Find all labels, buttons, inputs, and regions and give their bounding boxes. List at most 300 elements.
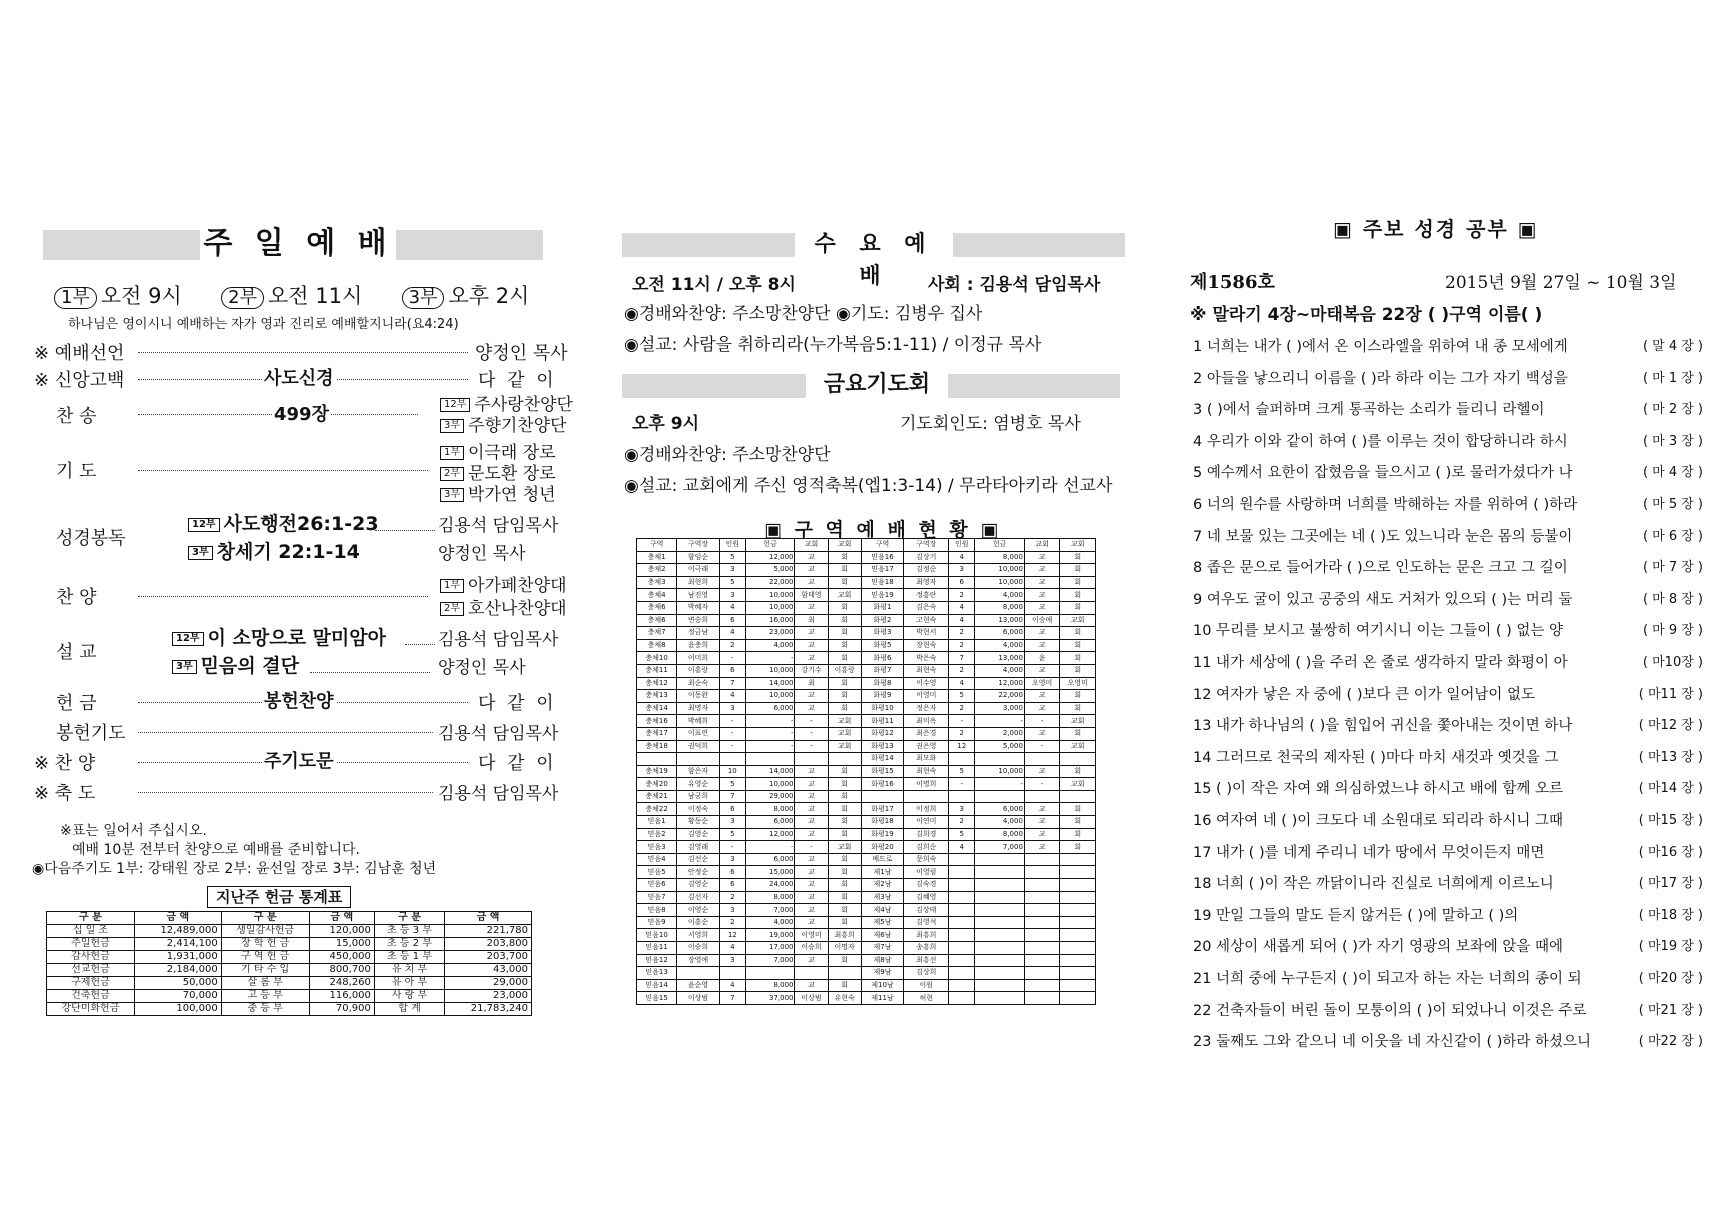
groups-cell: 충체19 — [637, 765, 677, 778]
next-prayer-note: ◉다음주기도 1부: 강태원 장로 2부: 윤선일 장로 3부: 김남훈 청년 — [32, 861, 437, 877]
offering-header: 금 액 — [134, 912, 221, 925]
groups-cell: 정흥란 — [904, 589, 949, 602]
groups-cell — [949, 992, 975, 1005]
groups-cell: 회 — [828, 652, 861, 665]
question-reference: ( 마15 장 ) — [1638, 813, 1703, 828]
offering-cell: 50,000 — [134, 977, 221, 990]
groups-cell: 김상태 — [904, 904, 949, 917]
groups-cell: 6,000 — [975, 803, 1025, 816]
groups-cell: 회 — [828, 891, 861, 904]
groups-cell: 10,000 — [975, 576, 1025, 589]
groups-cell: 회 — [1060, 828, 1096, 841]
groups-cell: 3 — [719, 589, 745, 602]
groups-cell — [975, 853, 1025, 866]
groups-cell — [949, 904, 975, 917]
groups-row — [637, 916, 1096, 929]
order-right — [440, 571, 567, 596]
groups-cell: 4 — [949, 601, 975, 614]
groups-cell: 최순숙 — [677, 677, 720, 690]
groups-cell: 최현숙 — [904, 765, 949, 778]
groups-cell — [795, 753, 828, 766]
groups-cell: 교 — [795, 916, 828, 929]
groups-cell: 교 — [1024, 589, 1059, 602]
sermon-1 — [172, 623, 386, 650]
groups-cell: - — [795, 727, 828, 740]
groups-cell: 오영미 — [1060, 677, 1096, 690]
time-badge: 1부 — [54, 287, 97, 309]
groups-cell: 김숙경 — [904, 879, 949, 892]
sermon-2 — [172, 651, 299, 678]
groups-row — [637, 727, 1096, 740]
groups-cell: 화평13 — [861, 740, 904, 753]
groups-cell: 2 — [949, 702, 975, 715]
groups-cell: 장영애 — [677, 954, 720, 967]
groups-cell: - — [745, 715, 795, 728]
groups-cell — [1060, 853, 1096, 866]
groups-cell: - — [949, 778, 975, 791]
groups-cell: 19,000 — [745, 929, 795, 942]
offering-cell: 살 롬 부 — [221, 977, 309, 990]
bible-range: ※ 말라기 4장~마태복음 22장 ( )구역 이름( ) — [1190, 305, 1543, 325]
wednesday-host: 사회 : 김용석 담임목사 — [928, 275, 1101, 295]
groups-cell: 김상기 — [904, 551, 949, 564]
question-text: 14 그러므로 천국의 제자된 ( )마다 마치 새것과 옛것을 그 — [1193, 749, 1559, 766]
question-text: 3 ( )에서 슬퍼하며 크게 통곡하는 소리가 들리니 라헬이 — [1193, 402, 1545, 419]
groups-cell — [1024, 891, 1059, 904]
groups-cell: - — [975, 778, 1025, 791]
groups-cell — [719, 753, 745, 766]
question-text: 11 내가 세상에 ( )을 주러 온 줄로 생각하지 말라 화평이 아 — [1193, 655, 1568, 671]
groups-cell: 이정숙 — [677, 803, 720, 816]
offering-cell: 구 역 헌 금 — [221, 951, 309, 964]
question-reference: ( 마18 장 ) — [1638, 907, 1703, 923]
groups-cell: 강기수 — [795, 664, 828, 677]
offering-row — [47, 964, 532, 977]
groups-cell: 5,000 — [745, 564, 795, 577]
question-reference: ( 마 9 장 ) — [1642, 623, 1703, 639]
groups-cell: 이상범 — [795, 992, 828, 1005]
wednesday-title: 수 요 예 배 — [795, 229, 953, 293]
groups-cell: 5 — [719, 778, 745, 791]
study-question — [1193, 588, 1703, 609]
groups-cell: 화평15 — [861, 765, 904, 778]
groups-cell: 2 — [949, 816, 975, 829]
groups-cell: 제6남 — [861, 929, 904, 942]
offering-cell: 203,700 — [445, 951, 532, 964]
bible-study-title: ▣ 주보 성경 공부 ▣ — [1333, 217, 1539, 241]
study-question — [1193, 367, 1703, 388]
groups-cell: 교 — [795, 551, 828, 564]
groups-cell: 박혜자 — [677, 601, 720, 614]
groups-row — [637, 778, 1096, 791]
groups-cell: 교 — [1024, 639, 1059, 652]
groups-cell: 제5남 — [861, 916, 904, 929]
groups-cell: 회 — [1060, 627, 1096, 640]
offering-cell: 120,000 — [309, 925, 374, 938]
groups-cell: 교 — [795, 828, 828, 841]
dot-leader — [405, 644, 435, 645]
offering-title: 지난주 헌금 통계표 — [207, 886, 351, 908]
groups-cell: 10,000 — [745, 690, 795, 703]
groups-cell: - — [745, 652, 795, 665]
groups-cell: 회 — [828, 778, 861, 791]
groups-cell: 이흥랑 — [828, 664, 861, 677]
study-question — [1193, 398, 1703, 419]
groups-cell: 10,000 — [975, 765, 1025, 778]
groups-cell: 믿음1 — [637, 816, 677, 829]
groups-cell: 회 — [828, 916, 861, 929]
study-question — [1193, 746, 1703, 767]
study-question — [1193, 967, 1703, 988]
study-question — [1193, 556, 1703, 577]
groups-cell: 6 — [719, 803, 745, 816]
groups-cell: 화평10 — [861, 702, 904, 715]
order-label: 찬 양 — [56, 587, 97, 608]
groups-cell: 믿음19 — [861, 589, 904, 602]
question-text: 16 여자여 네 ( )이 크도다 네 소원대로 되리라 하시니 그때 — [1193, 813, 1564, 829]
offering-header: 구 분 — [47, 912, 135, 925]
groups-cell — [637, 753, 677, 766]
groups-cell: - — [745, 727, 795, 740]
groups-cell: 이수영 — [904, 677, 949, 690]
question-text: 5 예수께서 요한이 잡혔음을 들으시고 ( )로 물러가셨다가 나 — [1193, 465, 1573, 482]
groups-cell: 3 — [719, 904, 745, 917]
groups-cell: 회 — [1060, 564, 1096, 577]
groups-cell: 믿음4 — [637, 853, 677, 866]
groups-header: 헌금 — [745, 539, 795, 552]
groups-cell: 화평1 — [861, 601, 904, 614]
offering-cell: 100,000 — [134, 1003, 221, 1016]
groups-cell — [1024, 904, 1059, 917]
groups-cell: 제2남 — [861, 879, 904, 892]
groups-cell: 교 — [795, 879, 828, 892]
order-right: 다 같 이 — [478, 693, 557, 714]
groups-cell: 10,000 — [745, 601, 795, 614]
friday-title: 금요기도회 — [806, 368, 948, 402]
groups-cell: - — [719, 841, 745, 854]
groups-cell: 회 — [828, 690, 861, 703]
groups-cell: 교 — [795, 954, 828, 967]
groups-row — [637, 816, 1096, 829]
groups-cell: 교 — [795, 803, 828, 816]
groups-cell: 13,000 — [975, 614, 1025, 627]
groups-cell: 충체6 — [637, 601, 677, 614]
groups-cell: 이승애 — [1024, 614, 1059, 627]
groups-cell — [949, 967, 975, 980]
offering-cell: 248,260 — [309, 977, 374, 990]
groups-cell: 이표연 — [677, 727, 720, 740]
groups-cell: 4 — [719, 627, 745, 640]
groups-cell: 충체20 — [637, 778, 677, 791]
groups-cell: 6,000 — [745, 816, 795, 829]
groups-cell: 3 — [719, 564, 745, 577]
groups-cell: 6 — [719, 664, 745, 677]
groups-cell: 제11남 — [861, 992, 904, 1005]
groups-cell: 12,000 — [975, 677, 1025, 690]
groups-cell: 4 — [949, 551, 975, 564]
groups-cell: 윤충희 — [677, 639, 720, 652]
question-text: 2 아들을 낳으리니 이름을 ( )라 하라 이는 그가 자기 백성을 — [1193, 370, 1568, 387]
groups-cell — [975, 979, 1025, 992]
groups-cell — [677, 753, 720, 766]
part-badge: 3부 — [172, 660, 197, 674]
order-right-text: 이극래 장로 — [468, 443, 556, 463]
groups-cell: 화평20 — [861, 841, 904, 854]
groups-cell: 8,000 — [745, 803, 795, 816]
groups-row — [637, 551, 1096, 564]
groups-cell — [1024, 967, 1059, 980]
order-right: 다 같 이 — [478, 370, 557, 391]
groups-cell: 김영래 — [677, 841, 720, 854]
groups-cell: 7 — [719, 790, 745, 803]
time-text: 오전 9시 — [100, 284, 182, 308]
groups-row — [637, 929, 1096, 942]
offering-cell: 고 등 부 — [221, 990, 309, 1003]
groups-cell: 유영순 — [677, 778, 720, 791]
groups-cell — [975, 790, 1025, 803]
groups-cell: 3 — [719, 954, 745, 967]
groups-cell: 박혜희 — [677, 715, 720, 728]
offering-cell: 70,000 — [134, 990, 221, 1003]
offering-cell: 21,783,240 — [445, 1003, 532, 1016]
order-right-text: 박가연 청년 — [468, 485, 556, 505]
part-badge: 1부 — [440, 579, 464, 593]
groups-cell — [745, 753, 795, 766]
offering-cell: 초 등 3 부 — [374, 925, 444, 938]
order-label: 찬 송 — [56, 406, 97, 427]
offering-cell: 23,000 — [445, 990, 532, 1003]
groups-row — [637, 690, 1096, 703]
time-badge: 3부 — [402, 287, 445, 309]
groups-cell: 교 — [1024, 690, 1059, 703]
groups-cell: 교 — [795, 627, 828, 640]
question-reference: ( 마21 장 ) — [1638, 1002, 1703, 1018]
groups-cell: 5 — [719, 828, 745, 841]
groups-cell: 충체1 — [637, 551, 677, 564]
offering-cell: 70,900 — [309, 1003, 374, 1016]
groups-cell: 7 — [949, 652, 975, 665]
groups-cell: 7,000 — [745, 954, 795, 967]
groups-cell: - — [1024, 740, 1059, 753]
groups-cell: 4,000 — [745, 916, 795, 929]
groups-cell — [975, 891, 1025, 904]
groups-row — [637, 753, 1096, 766]
groups-cell: 화평17 — [861, 803, 904, 816]
groups-cell: 회 — [828, 803, 861, 816]
groups-cell: 윤 — [1024, 652, 1059, 665]
part-badge: 12부 — [172, 632, 204, 646]
wednesday-time: 오전 11시 / 오후 8시 — [632, 275, 796, 295]
groups-cell: 김은숙 — [904, 601, 949, 614]
groups-cell: 믿음12 — [637, 954, 677, 967]
groups-cell — [828, 753, 861, 766]
groups-cell: 교 — [795, 690, 828, 703]
groups-cell: 최흥희 — [828, 929, 861, 942]
groups-cell: 이명희 — [904, 778, 949, 791]
groups-cell: 제8남 — [861, 954, 904, 967]
groups-cell: - — [719, 715, 745, 728]
groups-table — [636, 538, 1096, 1005]
question-reference: ( 마20 장 ) — [1638, 971, 1703, 986]
groups-row — [637, 967, 1096, 980]
groups-cell — [1024, 790, 1059, 803]
groups-row — [637, 992, 1096, 1005]
dot-leader — [138, 596, 428, 597]
groups-cell: 화평8 — [861, 677, 904, 690]
study-question — [1193, 872, 1703, 893]
groups-cell — [949, 866, 975, 879]
note: ※표는 일어서 주십시오. — [60, 823, 207, 839]
question-reference: ( 마 8 장 ) — [1642, 591, 1703, 607]
question-text: 8 좁은 문으로 들어가라 ( )으로 인도하는 문은 크고 그 길이 — [1193, 560, 1568, 577]
order-right: 김용석 담임목사 — [438, 724, 559, 744]
question-reference: ( 마10장 ) — [1642, 655, 1703, 670]
dot-leader — [138, 352, 468, 353]
groups-cell: 믿음18 — [861, 576, 904, 589]
groups-cell: 교회 — [1060, 740, 1096, 753]
groups-cell: 29,000 — [745, 790, 795, 803]
offering-row — [47, 990, 532, 1003]
order-right — [440, 480, 556, 505]
groups-cell: 최현숙 — [904, 664, 949, 677]
groups-cell — [1060, 942, 1096, 955]
groups-cell: 회 — [1060, 601, 1096, 614]
groups-cell: 믿음8 — [637, 904, 677, 917]
groups-cell: 회 — [828, 551, 861, 564]
offering-cell: 2,184,000 — [134, 964, 221, 977]
issue-number: 제1586호 — [1190, 272, 1275, 293]
offering-cell: 건축헌금 — [47, 990, 135, 1003]
groups-cell: 교 — [1024, 551, 1059, 564]
order-label: ※ 신앙고백 — [34, 370, 125, 391]
groups-row — [637, 841, 1096, 854]
groups-cell: 김선자 — [677, 891, 720, 904]
groups-cell: 2 — [949, 627, 975, 640]
groups-cell: - — [949, 715, 975, 728]
groups-cell: 5 — [719, 551, 745, 564]
groups-cell: 교 — [795, 765, 828, 778]
groups-cell: 14,000 — [745, 677, 795, 690]
groups-cell — [1060, 979, 1096, 992]
groups-cell: 교 — [1024, 803, 1059, 816]
groups-cell: 교회 — [828, 841, 861, 854]
groups-cell: 회 — [1060, 664, 1096, 677]
groups-cell: 믿음10 — [637, 929, 677, 942]
groups-row — [637, 790, 1096, 803]
offering-cell: 사 랑 부 — [374, 990, 444, 1003]
groups-cell — [975, 904, 1025, 917]
question-reference: ( 말 4 장 ) — [1642, 339, 1703, 354]
groups-cell: - — [719, 727, 745, 740]
dot-leader — [138, 470, 428, 471]
groups-cell — [745, 967, 795, 980]
groups-cell: 교 — [795, 778, 828, 791]
groups-cell: 남진영 — [677, 589, 720, 602]
order-right: 양정인 목사 — [475, 343, 568, 364]
groups-cell: 교 — [1024, 601, 1059, 614]
groups-cell: 회 — [828, 677, 861, 690]
groups-cell: 2 — [949, 589, 975, 602]
groups-cell: 충체7 — [637, 627, 677, 640]
groups-row — [637, 639, 1096, 652]
groups-cell: 믿음15 — [637, 992, 677, 1005]
groups-header: 구역 — [637, 539, 677, 552]
order-right-text: 아가페찬양대 — [468, 576, 567, 596]
groups-cell: 화평7 — [861, 664, 904, 677]
groups-cell: 화평19 — [861, 828, 904, 841]
study-question — [1193, 1030, 1703, 1051]
groups-cell: 충체21 — [637, 790, 677, 803]
groups-cell: 8,000 — [745, 979, 795, 992]
groups-cell — [949, 954, 975, 967]
offering-cell: 초 등 1 부 — [374, 951, 444, 964]
offering-row — [47, 925, 532, 938]
groups-cell: 회 — [828, 564, 861, 577]
groups-cell: 회 — [828, 866, 861, 879]
question-text: 20 세상이 새롭게 되어 ( )가 자기 영광의 보좌에 앉을 때에 — [1193, 939, 1564, 956]
groups-header: 구역장 — [904, 539, 949, 552]
order-right — [440, 411, 567, 436]
offering-cell: 450,000 — [309, 951, 374, 964]
groups-cell: 회 — [828, 790, 861, 803]
groups-cell: 8,000 — [975, 601, 1025, 614]
groups-cell: 함임순 — [677, 551, 720, 564]
part-badge: 3부 — [440, 419, 464, 433]
offering-row — [47, 977, 532, 990]
groups-cell: 회 — [1060, 639, 1096, 652]
groups-cell: 4 — [949, 614, 975, 627]
groups-row — [637, 601, 1096, 614]
offering-table — [46, 911, 532, 1016]
groups-cell: 정금남 — [677, 627, 720, 640]
groups-cell: 최영자 — [904, 576, 949, 589]
groups-cell: 교회 — [828, 589, 861, 602]
groups-cell — [1060, 790, 1096, 803]
groups-cell: 이명자 — [828, 942, 861, 955]
groups-cell: 안정순 — [677, 866, 720, 879]
groups-cell: 교 — [795, 702, 828, 715]
groups-cell: 37,000 — [745, 992, 795, 1005]
groups-cell: 교 — [1024, 664, 1059, 677]
groups-cell: 4,000 — [975, 639, 1025, 652]
groups-cell — [1060, 753, 1096, 766]
groups-cell: - — [1024, 778, 1059, 791]
groups-cell: 교 — [795, 790, 828, 803]
groups-cell: 이흥순 — [677, 916, 720, 929]
order-right-text: 주향기찬양단 — [468, 416, 567, 436]
groups-cell: 제3남 — [861, 891, 904, 904]
groups-cell: 교 — [1024, 765, 1059, 778]
question-reference: ( 마 7 장 ) — [1642, 560, 1703, 576]
groups-cell: 교 — [1024, 576, 1059, 589]
order-right: 다 같 이 — [478, 753, 557, 774]
offering-cell: 강단미화헌금 — [47, 1003, 135, 1016]
groups-cell: 회 — [1060, 702, 1096, 715]
part-badge: 3부 — [440, 488, 464, 502]
groups-cell: 회 — [1060, 652, 1096, 665]
groups-cell: 충체6 — [637, 614, 677, 627]
groups-cell: 김정순 — [904, 564, 949, 577]
groups-cell: 4 — [949, 677, 975, 690]
groups-cell: 10 — [719, 765, 745, 778]
groups-cell: 최 — [795, 677, 828, 690]
groups-cell: 3 — [949, 564, 975, 577]
groups-cell — [975, 929, 1025, 942]
question-reference: ( 마 1 장 ) — [1642, 370, 1703, 386]
time-badge: 2부 — [221, 287, 264, 309]
part-badge: 2부 — [440, 467, 464, 481]
question-reference: ( 마 3 장 ) — [1642, 433, 1703, 449]
